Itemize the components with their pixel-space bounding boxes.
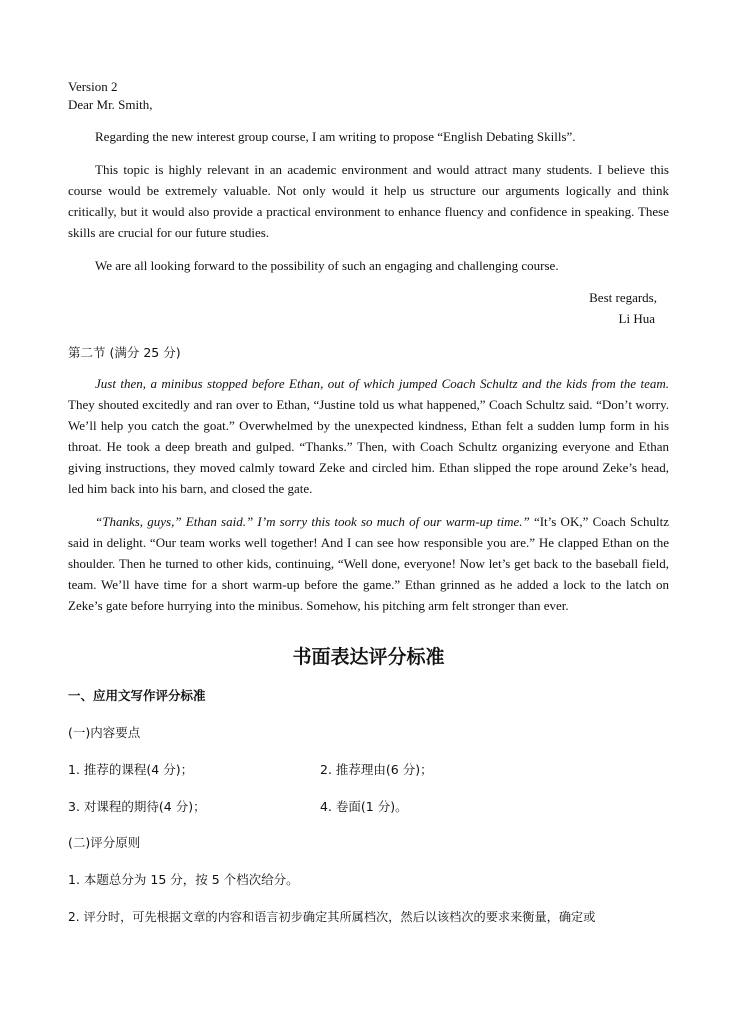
story-paragraph-2-text: “It’s OK,” Coach Schultz said in delight. “Our team works well together! And I can see how responsible you are.” He clapped Ethan on the shoulder. Then he turned to other kids, continuing, “Well done, everyone! Now let’s get back to the baseball field, team. We’ll have time for a short warm-up before the game.” Ethan grinned as he added a lock to the latch on Zeke’s gate before hurrying into the minibus. Somehow, his pitching arm felt stronger than ever. [68,514,669,613]
content-points-row-1 [68,760,669,780]
content-point-4: 4. 卷面(1 分)。 [320,799,408,814]
letter-signature: Li Hua [618,311,655,326]
salutation: Dear Mr. Smith, [68,97,153,112]
story-paragraph-2-italic: “Thanks, guys,” Ethan said.” I’m sorry this took so much of our warm-up time.” [95,514,530,529]
letter-paragraph-3: We are all looking forward to the possibility of such an engaging and challenging course. [95,258,559,273]
letter-paragraph-1: Regarding the new interest group course, I am writing to propose “English Debating Skills”. [95,129,576,144]
content-point-2: 2. 推荐理由(6 分)； [320,762,433,777]
story-paragraph-2 [68,511,669,616]
version-label: Version 2 [68,79,118,94]
content-point-3: 3. 对课程的期待(4 分)； [68,799,206,814]
rubric-part-1-heading: 一、应用文写作评分标准 [68,688,206,703]
content-points-heading: (一)内容要点 [68,725,141,740]
story-paragraph-1-italic: Just then, a minibus stopped before Ethan, out of which jumped Coach Schultz and the kids from the team. [95,376,669,391]
content-points-row-2 [68,797,669,817]
story-paragraph-1 [68,373,669,499]
section-heading: 第二节 (满分 25 分) [68,345,181,360]
content-point-1: 1. 推荐的课程(4 分)； [68,762,194,777]
scoring-principles-heading: (二)评分原则 [68,835,141,850]
scoring-rule-2: 2. 评分时，可先根据文章的内容和语言初步确定其所属档次，然后以该档次的要求来衡量，确定或 [68,910,596,924]
letter-paragraph-2: This topic is highly relevant in an academic environment and would attract many students. I believe this course would be extremely valuable. Not only would it help us structure our arguments logically and think critically, but it would also provide a practical environment to enhance fluency and confidence in speaking. These skills are crucial for our future studies. [68,162,669,240]
document-page [68,78,669,927]
letter-closing: Best regards, [589,290,657,305]
rubric-title: 书面表达评分标准 [292,646,445,668]
scoring-rule-1: 1. 本题总分为 15 分，按 5 个档次给分。 [68,872,299,887]
story-paragraph-1-text: They shouted excitedly and ran over to Ethan, “Justine told us what happened,” Coach Schultz said. “Don’t worry. We’ll help you catch the goat.” Overwhelmed by the unexpected kindness, Ethan felt a sudden lump form in his throat. He took a deep breath and gulped. “Thanks.” Then, with Coach Schultz organizing everyone and Ethan giving instructions, they moved calmly toward Zeke and circled him. Ethan slipped the rope around Zeke’s head, led him back into his barn, and closed the gate. [68,397,669,496]
